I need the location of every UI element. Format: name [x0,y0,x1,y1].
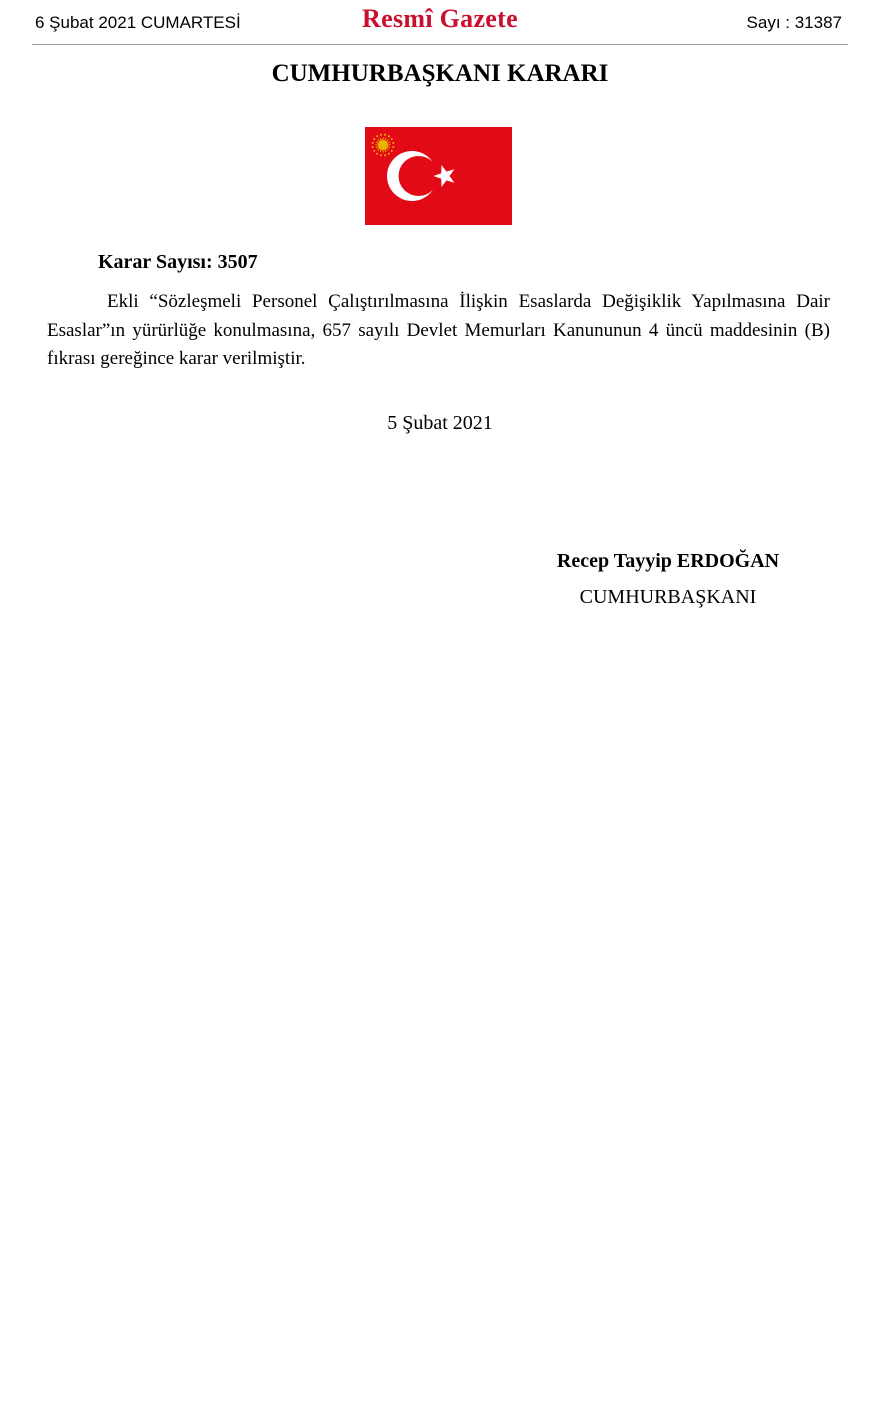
signatory-title: CUMHURBAŞKANI [579,586,757,608]
header-date: 6 Şubat 2021 CUMARTESİ [35,13,241,32]
document-title: CUMHURBAŞKANI KARARI [271,60,609,87]
gazette-brand: Resmî Gazete [362,4,518,33]
decision-date: 5 Şubat 2021 [387,412,493,434]
turkish-flag-icon [365,127,512,225]
signatory-name: Recep Tayyip ERDOĞAN [556,550,780,572]
decision-number: Karar Sayısı: 3507 [98,251,258,273]
gazette-header [32,0,848,45]
decision-body: Ekli “Sözleşmeli Personel Çalıştırılmasına İlişkin Esaslarda Değişiklik Yapılmasına Dair Esaslar”ın yürürlüğe konulmasına, 657 sayılı Devlet Memurları Kanununun 4 üncü maddesinin (B) fıkrası gereğince karar verilmiştir. [47,291,830,369]
issue-number: Sayı : 31387 [746,13,842,32]
